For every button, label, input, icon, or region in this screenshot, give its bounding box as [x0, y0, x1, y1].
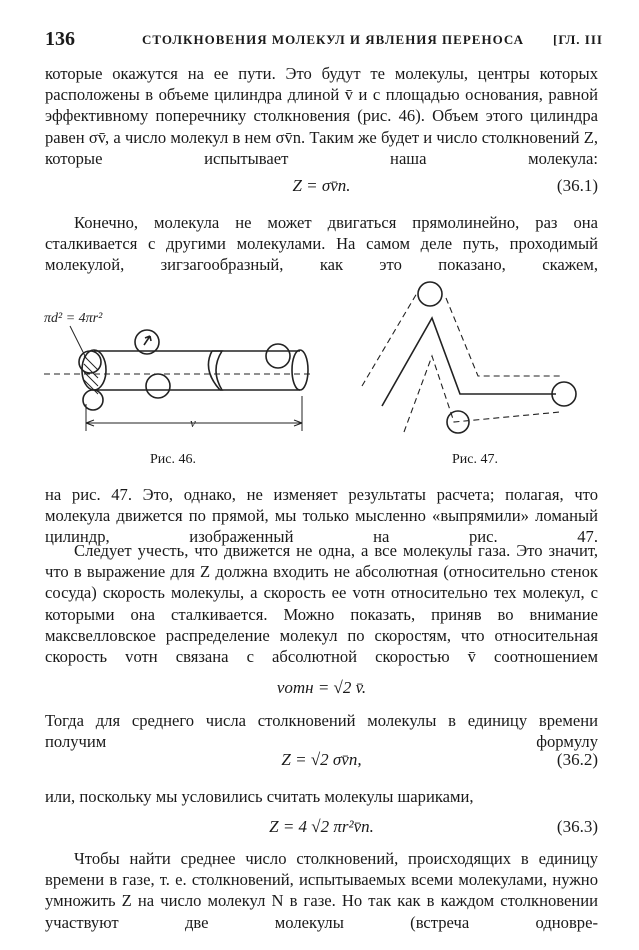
equation-formula: Z = 4 √2 πr²v̄n.: [269, 817, 374, 836]
equation-formula: Z = √2 σv̄n,: [281, 750, 362, 769]
equation-number: (36.3): [556, 817, 598, 836]
equation-number: (36.1): [556, 176, 598, 195]
molecule-circle: [146, 374, 170, 398]
paragraph-2: Конечно, молекула не может двигаться прямолинейно, раз она сталкивается с другими молекулами. На самом деле путь, проходимый молекулой, зигзагообразный, как это показано, скажем,: [45, 213, 598, 275]
length-label: v: [190, 415, 196, 430]
cylinder-outline-outer: [362, 288, 560, 386]
chapter-marker: [ГЛ. III: [552, 32, 603, 47]
molecule-circle: [418, 282, 442, 306]
equation-relative-velocity: [45, 678, 598, 704]
paragraph-1: которые окажутся на ее пути. Это будут те молекулы, центры которых расположены в объеме цилиндра длиной v̄ и с площадью основания, равной эффективному поперечнику столкновения (рис. 46). Объем этого цилиндра равен σv̄, а число молекул в нем σv̄n. Таким же будет и число столкновений Z, которые испытывает наша молекула:: [45, 64, 598, 168]
equation-36-1: [45, 176, 598, 202]
figure-46-caption: Рис. 46.: [150, 452, 196, 467]
equation-number: (36.2): [556, 750, 598, 769]
equation-36-3: [45, 817, 598, 843]
cylinder-left-part: [94, 351, 222, 390]
hatching: [84, 356, 98, 394]
running-title: СТОЛКНОВЕНИЯ МОЛЕКУЛ И ЯВЛЕНИЯ ПЕРЕНОСА: [142, 32, 524, 47]
paragraph-4: Следует учесть, что движется не одна, а все молекулы газа. Это значит, что в выражение для Z должна входить не абсолютная (относительно стенок сосуда) скорость молекулы, а скорость ее vотн относительно тех молекул, с которыми она сталкивается. Можно показать, приняв во внимание максвелловское распределение молекул по скоростям, что относительная скорость vотн связана с абсолютной скоростью v̄ соотношением: [45, 541, 598, 667]
paragraph-3: на рис. 47. Это, однако, не изменяет результаты расчета; полагая, что молекула движется по прямой, мы только мысленно «выпрямили» ломаный цилиндр, изображенный на рис. 47.: [45, 485, 598, 547]
cylinder-right-part: [208, 351, 300, 390]
equation-36-2: [45, 750, 598, 776]
page-number: 136: [45, 28, 75, 50]
zigzag-path: [382, 318, 556, 406]
label-leader-line: [70, 326, 86, 358]
equation-formula: Z = σv̄n.: [292, 176, 351, 195]
page-header: [45, 28, 605, 52]
figure-46-area-label: πd² = 4πr²: [44, 311, 103, 326]
paragraph-5: Тогда для среднего числа столкновений молекулы в единицу времени получим формулу: [45, 711, 598, 752]
figure-47: [360, 276, 600, 446]
cylinder-base-ellipse: [82, 350, 106, 390]
paragraph-7: Чтобы найти среднее число столкновений, происходящих в единицу времени в газе, т. е. столкновений, испытываемых всеми молекулами, нужно умножить Z на число молекул N в газе. Но так как в каждом столкновении участвуют две молекулы (встреча одновре-: [45, 849, 598, 932]
cylinder-end-ellipse: [292, 350, 308, 390]
arrow-icon: [144, 336, 151, 345]
molecule-circle: [266, 344, 290, 368]
paragraph-6: или, поскольку мы условились считать молекулы шариками,: [45, 787, 474, 806]
figure-46: [40, 296, 320, 446]
equation-formula: vотн = √2 v̄.: [276, 678, 367, 697]
figure-47-caption: Рис. 47.: [452, 452, 498, 467]
